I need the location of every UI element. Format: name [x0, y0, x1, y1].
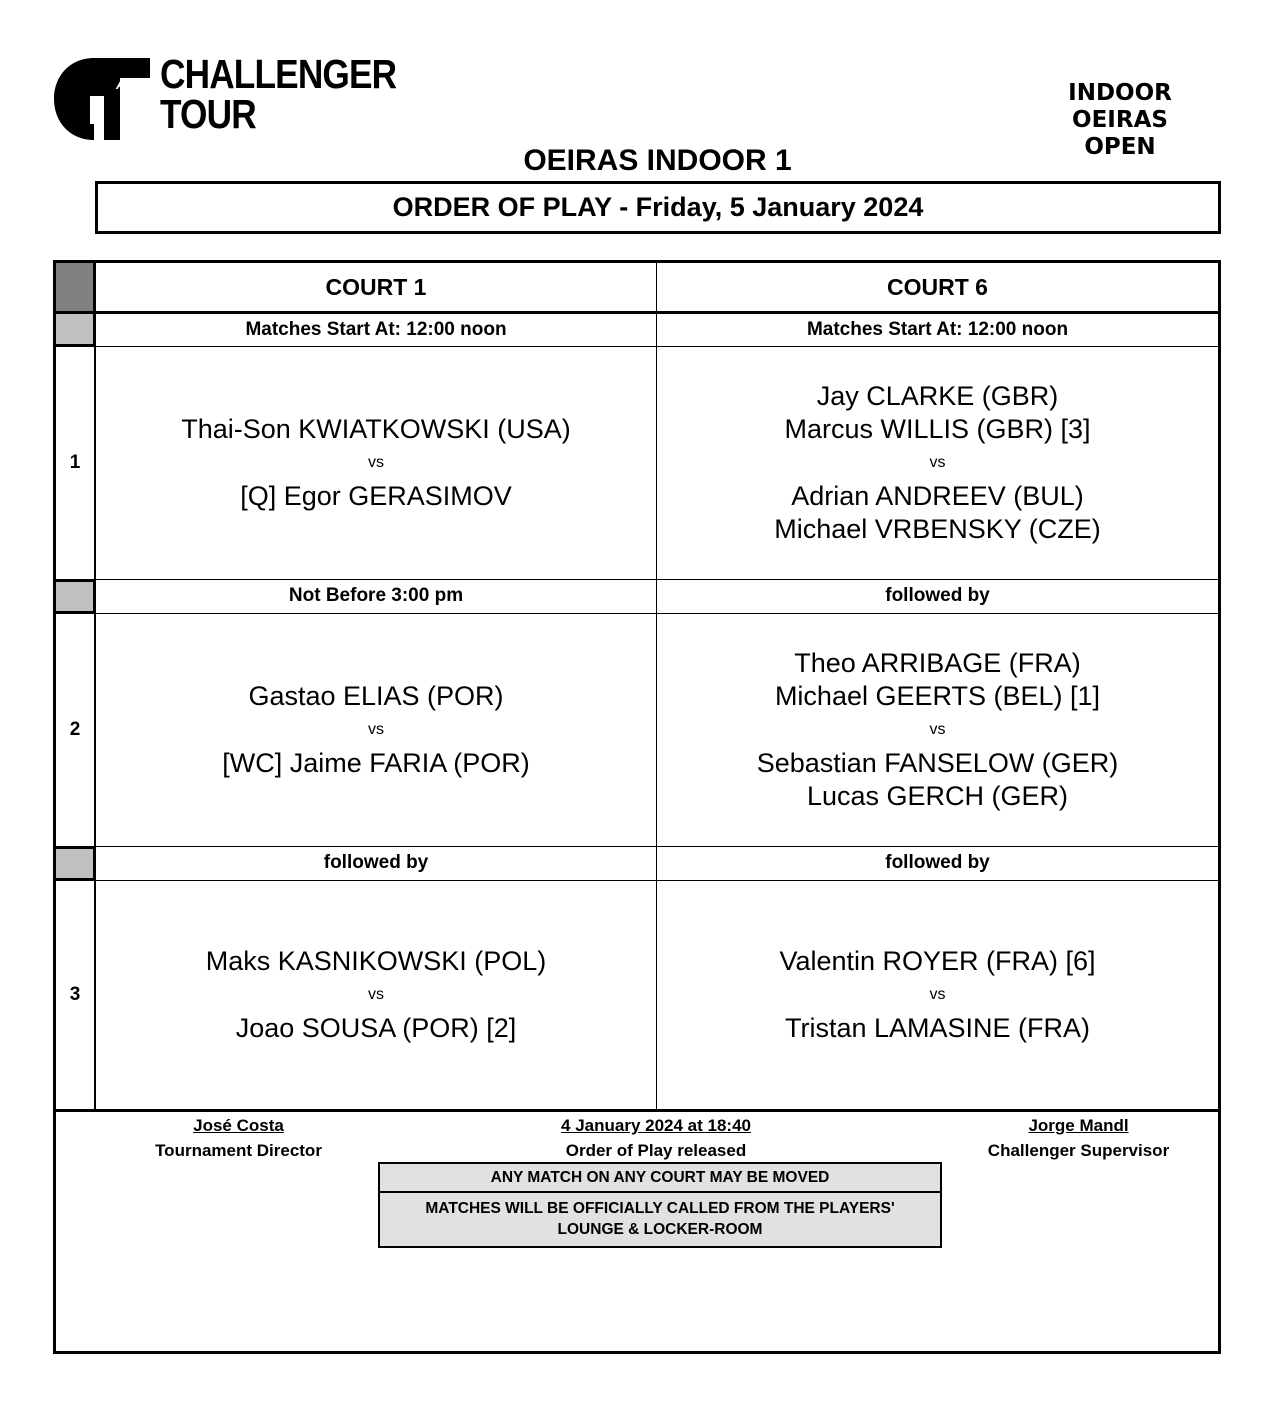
challenger-tour-logo: [54, 51, 397, 142]
player: Jay CLARKE (GBR): [816, 381, 1059, 411]
player: Michael GEERTS (BEL) [1]: [774, 680, 1101, 711]
release-caption: Order of Play released: [565, 1141, 747, 1160]
footer-divider: [56, 1109, 1218, 1112]
match-cell: [96, 613, 657, 846]
court-header: COURT 1: [96, 263, 657, 311]
match-row: [56, 880, 1218, 1109]
player: Gastao ELIAS (POR): [248, 680, 504, 711]
tournament-title: OEIRAS INDOOR 1: [523, 144, 792, 177]
player: Marcus WILLIS (GBR) [3]: [784, 414, 1091, 444]
match-row: [56, 347, 1218, 579]
supervisor-role: Challenger Supervisor: [987, 1141, 1170, 1160]
player: Valentin ROYER (FRA) [6]: [779, 945, 1096, 976]
player: Joao SOUSA (POR) [2]: [235, 1012, 517, 1043]
wordmark-line: TOUR: [160, 91, 256, 137]
start-time-row: [56, 314, 1218, 347]
director-name: José Costa: [193, 1116, 284, 1135]
vs-label: vs: [368, 720, 384, 738]
match-cell: [657, 347, 1218, 579]
vs-label: vs: [929, 720, 946, 738]
supervisor-name: Jorge Mandl: [1028, 1116, 1129, 1135]
court-header: COURT 6: [887, 274, 988, 300]
player: Thai-Son KWIATKOWSKI (USA): [181, 414, 571, 444]
match-row: [56, 613, 1218, 846]
corner-cell: [56, 263, 96, 311]
tournament-director: [96, 1113, 381, 1163]
director-role: Tournament Director: [155, 1141, 322, 1160]
match-cell: [96, 880, 657, 1109]
start-time-row: [56, 846, 1218, 881]
label-marker: [56, 311, 96, 347]
wordmark-line: CHALLENGER: [160, 51, 397, 97]
notice-text: ANY MATCH ON ANY COURT MAY BE MOVED: [490, 1169, 830, 1186]
vs-label: vs: [368, 454, 384, 471]
notice-text: MATCHES WILL BE OFFICIALLY CALLED FROM THE PLAYERS' LOUNGE & LOCKER-ROOM: [380, 1191, 940, 1246]
schedule-table: [53, 260, 1221, 1354]
release-info: [476, 1113, 836, 1163]
slot-label: Matches Start At: 12:00 noon: [96, 314, 657, 347]
match-cell: [657, 880, 1218, 1109]
slot-label: followed by: [657, 847, 1218, 881]
player: Tristan LAMASINE (FRA): [784, 1012, 1091, 1043]
player: Theo ARRIBAGE (FRA): [794, 647, 1081, 678]
player: Michael VRBENSKY (CZE): [774, 514, 1101, 544]
event-logo-line: INDOOR: [1068, 80, 1172, 106]
vs-label: vs: [929, 985, 946, 1003]
player: [Q] Egor GERASIMOV: [240, 481, 512, 511]
player: Maks KASNIKOWSKI (POL): [205, 945, 547, 976]
label-marker: [56, 846, 96, 881]
vs-label: vs: [368, 985, 384, 1003]
label-marker: [56, 579, 96, 614]
match-cell: [657, 613, 1218, 846]
player: [WC] Jaime FARIA (POR): [222, 747, 530, 778]
slot-label: followed by: [657, 580, 1218, 614]
player: Adrian ANDREEV (BUL): [791, 481, 1084, 511]
notice-box: [378, 1162, 942, 1248]
slot-label: followed by: [96, 847, 657, 881]
order-of-play-title: ORDER OF PLAY - Friday, 5 January 2024: [95, 181, 1221, 234]
slot-label: Not Before 3:00 pm: [96, 580, 657, 614]
match-number: 1: [56, 347, 96, 579]
match-number: 3: [56, 880, 96, 1109]
vs-label: vs: [929, 454, 946, 471]
release-timestamp: 4 January 2024 at 18:40: [561, 1116, 751, 1135]
start-time-row: [56, 579, 1218, 614]
player: Sebastian FANSELOW (GER): [756, 747, 1119, 778]
match-cell: [96, 347, 657, 579]
challenger-tour-wordmark: [160, 51, 397, 137]
court-header-row: [56, 263, 1218, 314]
event-logo-line: OEIRAS: [1072, 107, 1168, 133]
slot-label: Matches Start At: 12:00 noon: [657, 314, 1218, 347]
atp-badge: ATP: [116, 77, 142, 92]
challenger-supervisor: [936, 1113, 1221, 1163]
player: Lucas GERCH (GER): [806, 780, 1069, 811]
event-logo-line: OPEN: [1084, 134, 1156, 160]
match-number: 2: [56, 613, 96, 846]
challenger-tour-mark-icon: [54, 58, 150, 140]
